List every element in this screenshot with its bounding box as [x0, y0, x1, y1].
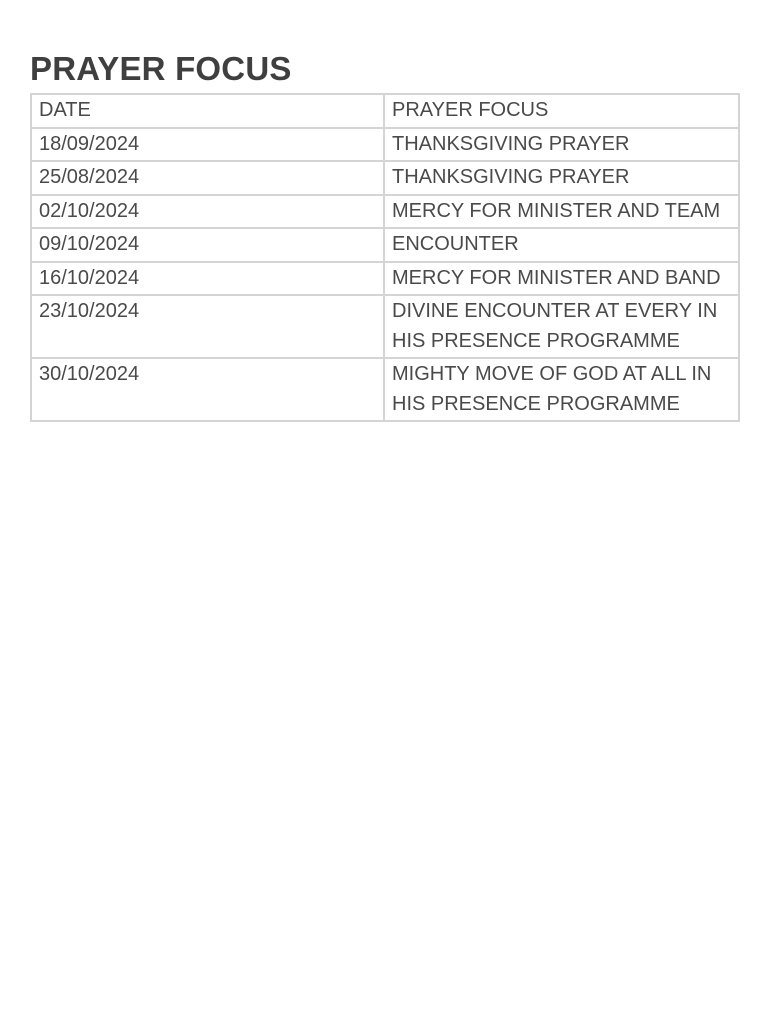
date-value: 16/10/2024 [39, 266, 140, 289]
header-date-label: DATE [39, 99, 91, 121]
focus-cell [384, 228, 739, 262]
focus-value: DIVINE ENCOUNTER AT EVERY IN HIS PRESENCE PROGRAMME [392, 300, 718, 352]
date-value: 30/10/2024 [39, 363, 140, 385]
page-title: PRAYER FOCUS [30, 50, 292, 87]
focus-value: THANKSGIVING PRAYER [392, 132, 630, 155]
table-row [31, 161, 739, 195]
date-value: 23/10/2024 [39, 300, 140, 322]
focus-value: MIGHTY MOVE OF GOD AT ALL IN HIS PRESENCE PROGRAMME [392, 363, 712, 415]
date-value: 25/08/2024 [39, 166, 140, 188]
date-cell [31, 195, 384, 229]
date-cell [31, 262, 384, 296]
prayer-focus-table [30, 93, 740, 422]
focus-value: MERCY FOR MINISTER AND BAND [392, 266, 721, 289]
focus-value: MERCY FOR MINISTER AND TEAM [392, 199, 721, 222]
focus-cell [384, 295, 739, 358]
table-row [31, 262, 739, 296]
date-cell [31, 228, 384, 262]
date-cell [31, 295, 384, 358]
focus-cell [384, 195, 739, 229]
header-focus-label: PRAYER FOCUS [392, 99, 549, 121]
table-row [31, 295, 739, 358]
table-row [31, 195, 739, 229]
date-cell [31, 358, 384, 421]
focus-cell [384, 161, 739, 195]
header-cell-date [31, 94, 384, 128]
date-cell [31, 161, 384, 195]
date-value: 18/09/2024 [39, 132, 140, 155]
date-value: 02/10/2024 [39, 199, 140, 222]
focus-value: THANKSGIVING PRAYER [392, 166, 630, 188]
focus-cell [384, 128, 739, 162]
date-cell [31, 128, 384, 162]
table-row [31, 128, 739, 162]
focus-cell [384, 262, 739, 296]
document-page [30, 48, 738, 422]
focus-cell [384, 358, 739, 421]
table-row [31, 228, 739, 262]
date-value: 09/10/2024 [39, 233, 140, 255]
table-row [31, 358, 739, 421]
header-cell-focus [384, 94, 739, 128]
focus-value: ENCOUNTER [392, 233, 519, 255]
table-header-row [31, 94, 739, 128]
